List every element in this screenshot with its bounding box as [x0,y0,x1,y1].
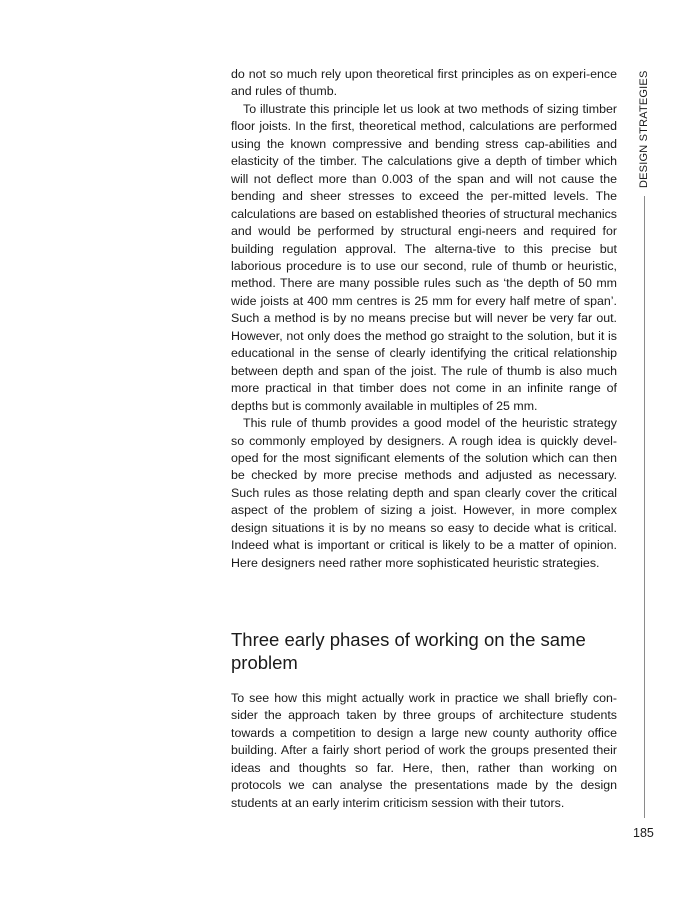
section-heading: Three early phases of working on the same problem [231,629,586,673]
paragraph-continuation: do not so much rely upon theoretical first principles as on experi-ence and rules of thumb. [231,67,617,99]
paragraph-heuristic-strategy: This rule of thumb provides a good model of the heuristic strategy so commonly employed by designers. A rough idea is quickly devel-oped for the most significant elements of the solution which can then be checked by more precise methods and adjusted as necessary. Such rules as those relating depth and span clearly cover the critical aspect of the problem of sizing a joist. However, in more complex design situations it is by no means so easy to decide what is critical. Indeed what is important or critical is likely to be a matter of opinion. Here designers need rather more sophisticated heuristic strategies. [231,416,617,570]
page-number: 185 [633,826,654,840]
main-text-column [231,66,617,572]
paragraph-joist-methods: To illustrate this principle let us look at two methods of sizing timber floor joists. In the first, theoretical method, calculations are performed using the known compressive and bending stress cap-abilities and elasticity of the timber. The calculations give a depth of timber which will not deflect more than 0.003 of the span and will not cause the bending and sheer stresses to exceed the per-mitted levels. The calculations are based on established theories of structural mechanics and would be performed by structural engi-neers and required for building regulation approval. The alterna-tive to this precise but laborious procedure is to use our second, rule of thumb or heuristic, method. There are many possible rules such as ‘the depth of 50 mm wide joists at 400 mm centres is 25 mm for every half metre of span’. Such a method is by no means precise but will never be very far out. However, not only does the method go straight to the solution, but it is educational in the sense of clearly identifying the critical relationship between depth and span of the joist. The rule of thumb is also much more practical in that timber does not come in an infinite range of depths but is commonly available in multiples of 25 mm. [231,101,617,413]
section-body-paragraph: To see how this might actually work in practice we shall briefly con-sider the approach taken by three groups of architecture students towards a competition to design a large new county authority office building. After a fairly short period of work the groups presented their ideas and thoughts so far. Here, then, rather than working on protocols we can analyse the presentations made by the design students at an early interim criticism session with their tutors. [231,691,617,810]
running-head: DESIGN STRATEGIES [638,70,650,188]
margin-rule-divider [644,196,645,818]
